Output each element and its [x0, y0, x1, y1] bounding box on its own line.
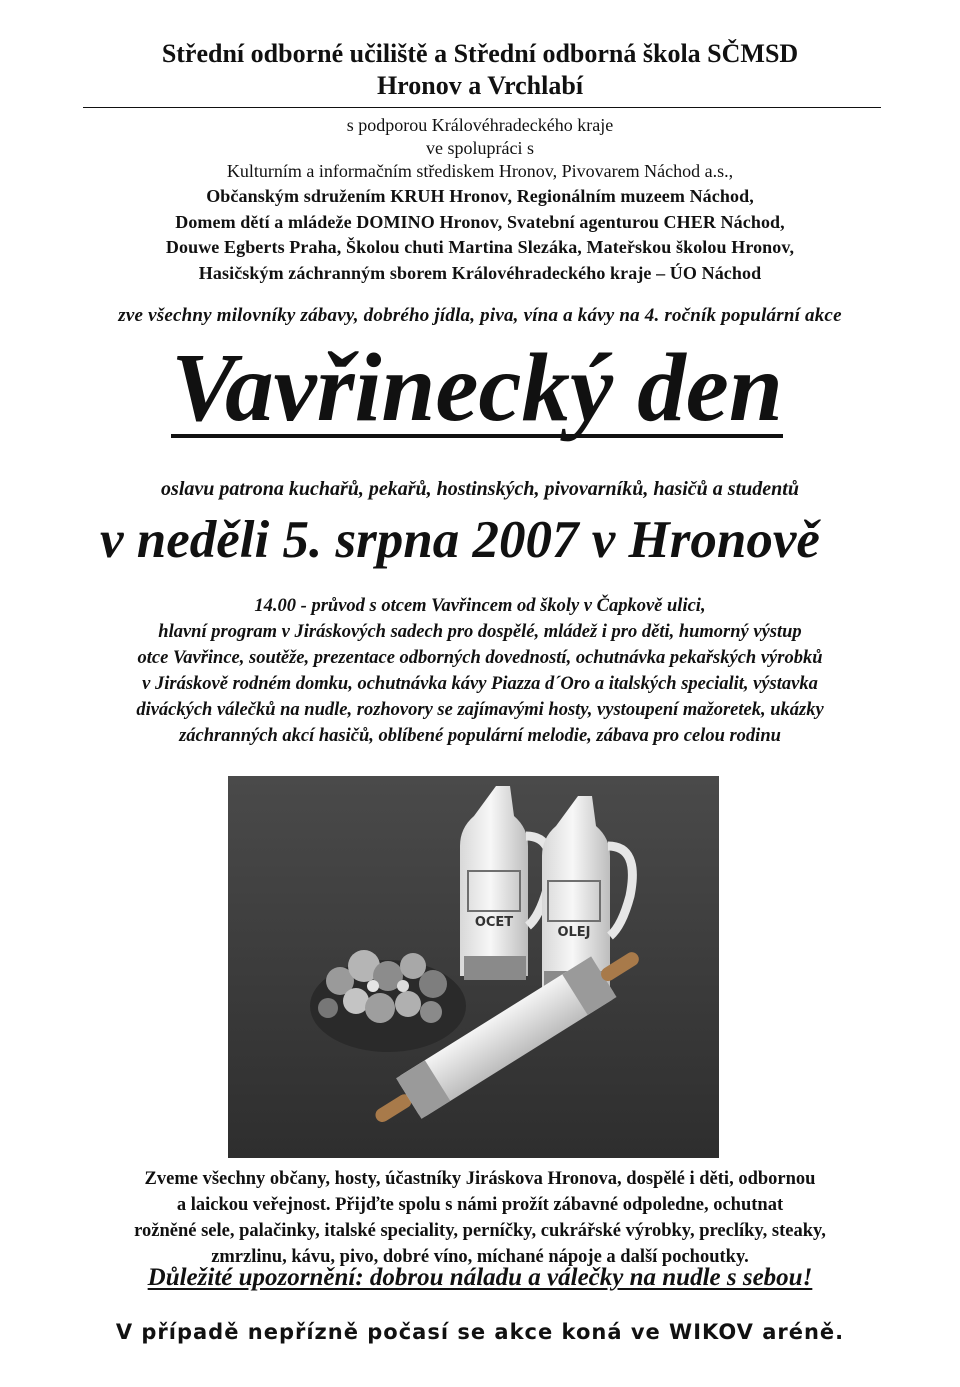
oil-label: OLEJ	[557, 925, 591, 940]
support-line-1: s podporou Královéhradeckého kraje	[346, 115, 614, 135]
program-line: záchranných akcí hasičů, oblíbené populární melodie, zábava pro celou rodinu	[179, 726, 781, 746]
still-life-photo	[228, 776, 719, 1158]
support-block	[0, 114, 960, 183]
organizer-line-2: Hronov a Vrchlabí	[376, 71, 584, 100]
program-line: otce Vavřince, soutěže, prezentace odborných dovedností, ochutnávka pekařských výrobků	[137, 648, 823, 668]
program-line: diváckých válečků na nudle, rozhovory se zajímavými hosty, vystoupení mažoretek, ukázky	[136, 700, 824, 720]
organizer-line-1: Střední odborné učiliště a Střední odborná škola SČMSD	[161, 39, 799, 68]
program-line: hlavní program v Jiráskových sadech pro dospělé, mládež i pro děti, humorný výstup	[158, 622, 802, 642]
partners-block	[0, 184, 960, 286]
program-line: 14.00 - průvod s otcem Vavřincem od školy v Čapkově ulici,	[254, 596, 706, 616]
program-line: v Jiráskově rodném domku, ochutnávka kávy Piazza d´Oro a italských specialit, výstavka	[142, 674, 818, 694]
closing-line: rožněné sele, palačinky, italské speciality, perníčky, cukrářské výrobky, preclíky, steaky,	[134, 1221, 826, 1241]
partner-line: Domem dětí a mládeže DOMINO Hronov, Svatební agenturou CHER Náchod,	[175, 211, 785, 232]
weather-note: V případě nepřízně počasí se akce koná ve WIKOV aréně.	[115, 1320, 845, 1344]
invitation-text: zve všechny milovníky zábavy, dobrého jídla, piva, vína a kávy na 4. ročník populární akce	[118, 305, 842, 326]
celebration-text: oslavu patrona kuchařů, pekařů, hostinských, pivovarníků, hasičů a studentů	[161, 478, 799, 500]
partner-line: Douwe Egberts Praha, Školou chuti Martina Slezáka, Mateřskou školou Hronov,	[165, 237, 795, 257]
event-date: v neděli 5. srpna 2007 v Hronově	[100, 511, 820, 569]
support-line-2: ve spolupráci s	[426, 138, 534, 158]
closing-line: Zveme všechny občany, hosty, účastníky Jiráskova Hronova, dospělé i děti, odbornou	[144, 1169, 816, 1189]
event-title-text: Vavřinecký den	[171, 334, 783, 441]
organizer-heading	[0, 38, 960, 102]
program-block	[40, 593, 920, 749]
important-notice	[0, 1263, 960, 1293]
partner-line: Hasičským záchranným sborem Královéhradeckého kraje – ÚO Náchod	[198, 262, 762, 283]
closing-invitation	[0, 1166, 960, 1270]
event-title	[147, 332, 807, 444]
important-notice-text: Důležité upozornění: dobrou náladu a válečky na nudle s sebou!	[147, 1264, 813, 1291]
still-life-illustration	[228, 776, 719, 1158]
horizontal-rule	[83, 107, 881, 108]
closing-line: a laickou veřejnost. Přijďte spolu s námi prožít zábavné odpoledne, ochutnat	[176, 1195, 784, 1215]
vinegar-label: OCET	[474, 915, 514, 930]
closing-line: zmrzlinu, kávu, pivo, dobré víno, míchané nápoje a další pochoutky.	[211, 1247, 749, 1267]
support-line-3: Kulturním a informačním střediskem Hronov, Pivovarem Náchod a.s.,	[226, 161, 734, 181]
partner-line: Občanským sdružením KRUH Hronov, Regionálním muzeem Náchod,	[206, 186, 754, 206]
